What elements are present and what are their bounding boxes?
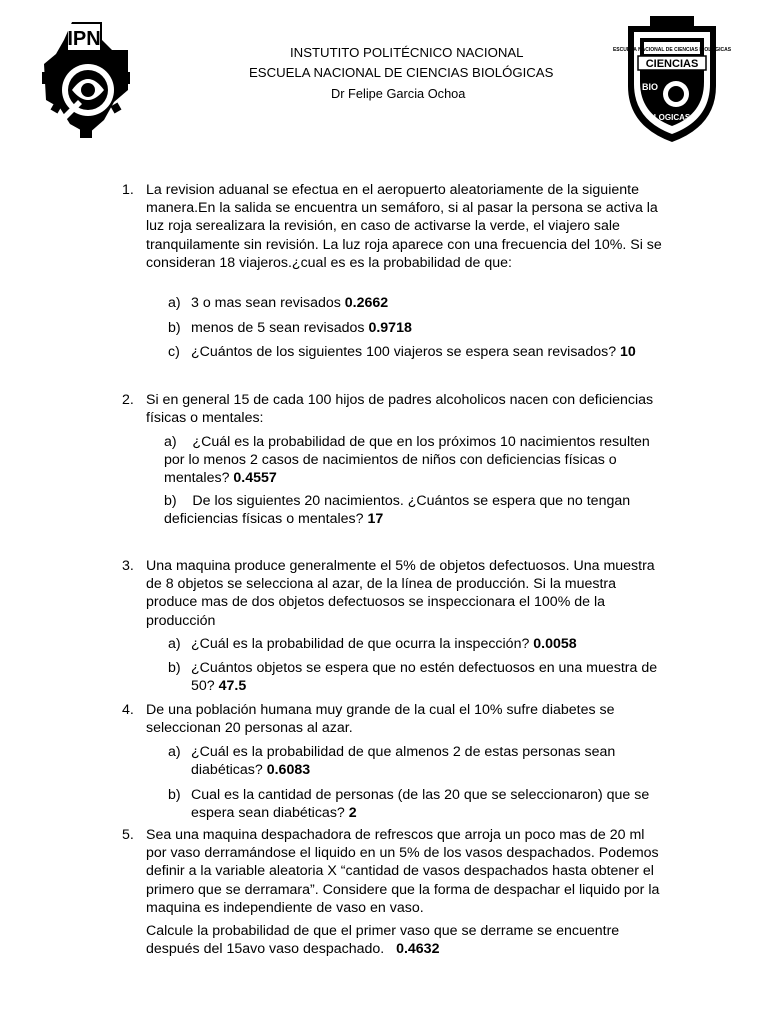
item-text: ¿Cuántos objetos se espera que no estén defectuosos en una muestra de 50? 47.5 (191, 660, 658, 695)
problem-question: Calcule la probabilidad de que el primer vaso que se derrame se encuentre después del 15avo vaso despachado. 0.4632 (146, 923, 620, 958)
answer: 0.2662 (344, 295, 389, 311)
answer: 0.4557 (233, 470, 277, 487)
encb-logo (612, 16, 732, 144)
answer: 2 (348, 805, 357, 822)
item-label: a) (168, 744, 181, 760)
item-text: ¿Cuál es la probabilidad de que almenos 2 de estas personas sean diabéticas? 0.6083 (191, 744, 616, 779)
svg-text:CIENCIAS: CIENCIAS (645, 58, 699, 70)
item-label: a) (164, 434, 177, 450)
problem-number: 1. (122, 182, 134, 198)
ipn-logo (42, 20, 130, 138)
problem-number: 5. (122, 827, 134, 843)
item-label: b) (168, 660, 181, 676)
answer: 0.4632 (396, 941, 440, 958)
problem-text: Una maquina produce generalmente el 5% de objetos defectuosos. Una muestra de 8 objetos se selecciona al azar, de la línea de producción. Si la muestra produce mas de dos objetos defectuosos se inspeccionara el 100% de la producción (146, 558, 655, 629)
problem-number: 2. (122, 392, 134, 408)
problem-number: 3. (122, 558, 134, 574)
item-label: a) (168, 295, 181, 311)
item-text: menos de 5 sean revisados 0.9718 (191, 320, 412, 336)
item-label: a) (168, 636, 181, 652)
item-text: 3 o mas sean revisados 0.2662 (191, 295, 389, 311)
answer: 0.0058 (533, 636, 577, 652)
problem-text: Sea una maquina despachadora de refrescos que arroja un poco mas de 20 ml por vaso derramándose el liquido en un 5% de los vasos despachados. Podemos definir a la variable aleatoria X “cantidad de vasos despachados hasta obtener el primero que se derramara”. Considere que la forma de despachar el liquido por la maquina es independiente de vaso en vaso. (146, 827, 660, 916)
item-label: b) (168, 787, 181, 803)
svg-text:LOGICAS: LOGICAS (653, 113, 691, 122)
answer: 47.5 (218, 678, 247, 695)
problem-number: 4. (122, 702, 134, 718)
item-label: c) (168, 344, 180, 360)
svg-text:IPN: IPN (67, 28, 101, 50)
answer: 0.9718 (368, 320, 412, 336)
answer: 10 (620, 344, 636, 360)
item-text: Cual es la cantidad de personas (de las 20 que se seleccionaron) que se espera sean diabéticas? 2 (191, 787, 650, 822)
answer: 17 (367, 511, 384, 528)
item-label: b) (168, 320, 181, 336)
answer: 0.6083 (266, 762, 311, 779)
item-text: ¿Cuántos de los siguientes 100 viajeros se espera sean revisados? 10 (191, 344, 636, 360)
problem-text: De una población humana muy grande de la cual el 10% sufre diabetes se seleccionan 20 personas al azar. (146, 702, 615, 737)
svg-text:ESCUELA NACIONAL DE CIENCIAS B: ESCUELA NACIONAL DE CIENCIAS BIOLOGICAS (612, 47, 732, 53)
item-text: b) De los siguientes 20 nacimientos. ¿Cuántos se espera que no tengan deficiencias físicas o mentales? 17 (164, 493, 631, 528)
svg-text:BIO: BIO (641, 82, 659, 92)
item-label: b) (164, 493, 177, 509)
item-text: ¿Cuál es la probabilidad de que ocurra la inspección? 0.0058 (191, 636, 577, 652)
item-text: a) ¿Cuál es la probabilidad de que en los próximos 10 nacimientos resulten por lo menos 2 casos de nacimientos de niños con deficiencias físicas o mentales? 0.4557 (164, 434, 650, 487)
problem-text: Si en general 15 de cada 100 hijos de padres alcoholicos nacen con deficiencias físicas o mentales: (146, 392, 654, 427)
problem-text: La revision aduanal se efectua en el aeropuerto aleatoriamente de la siguiente manera.En la salida se encuentra un semáforo, si al pasar la persona se activa la luz roja serealizara la revisión, en caso de activarse la verde, el viajero sale tranquilamente sin revisión. La luz roja aparece con una frecuencia del 10%. Si se consideran 18 viajeros.¿cual es es la probabilidad de que: (146, 182, 662, 271)
